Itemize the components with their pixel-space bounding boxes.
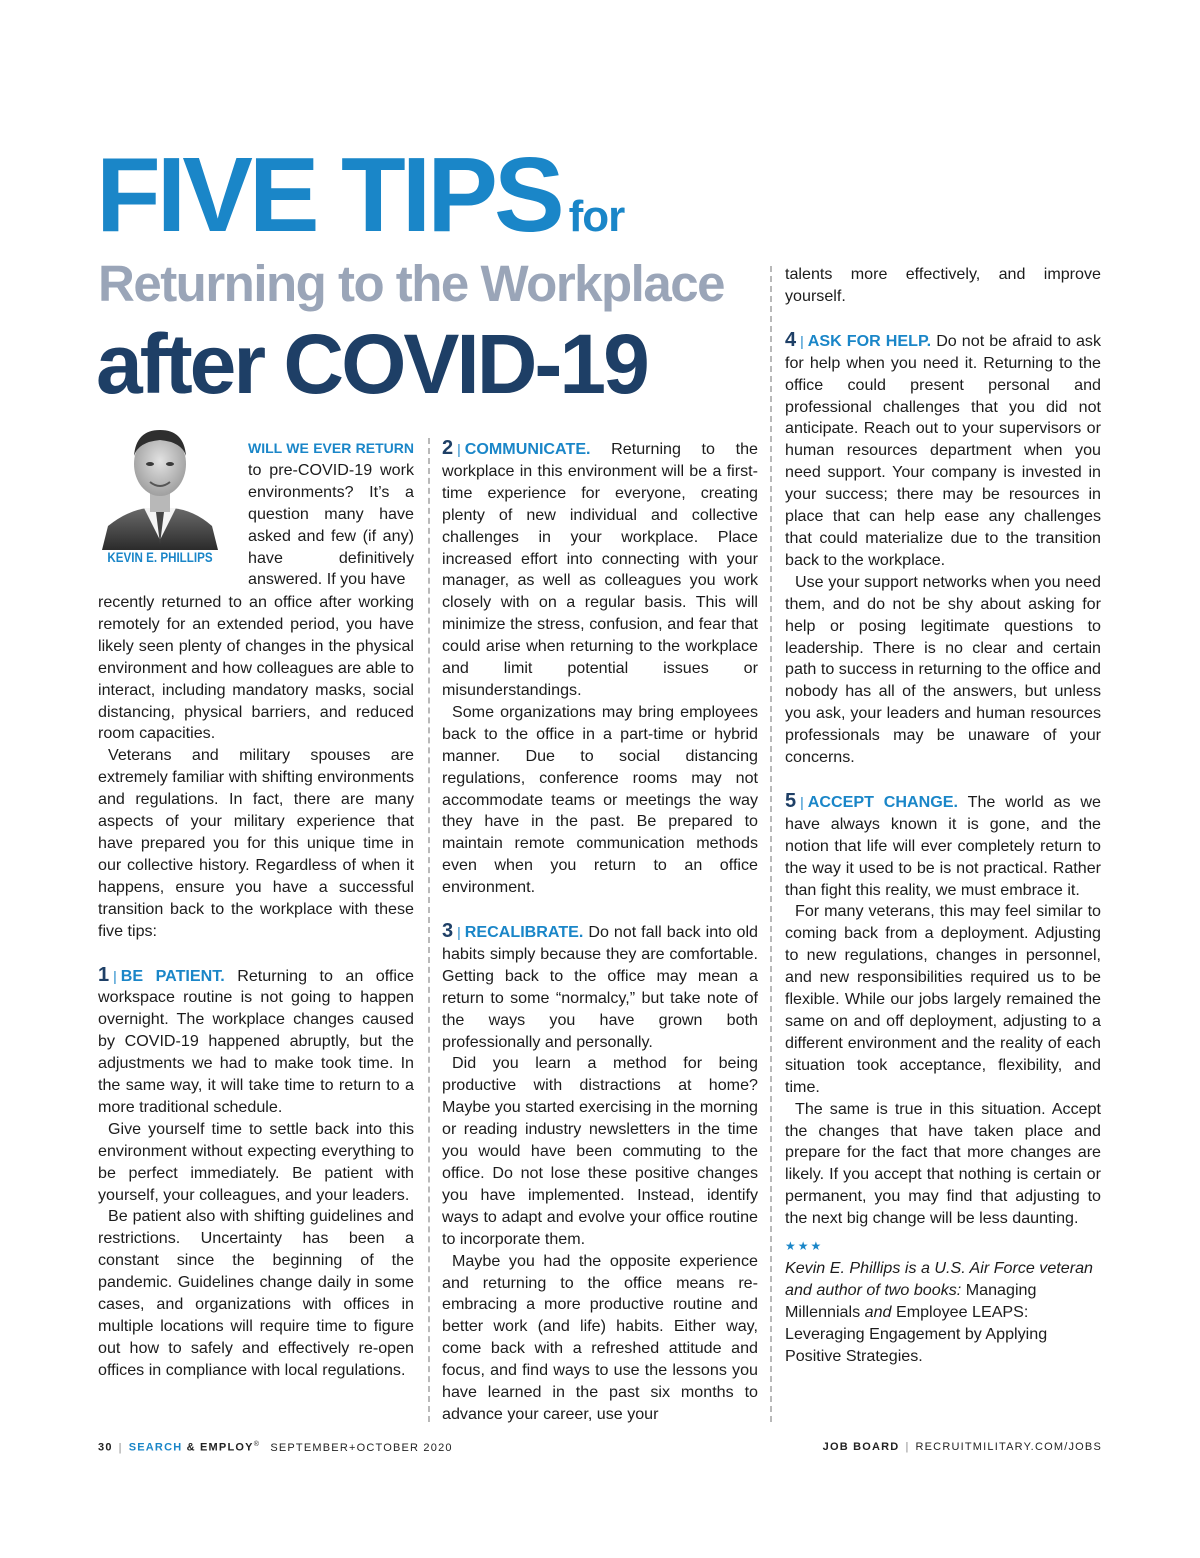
- brand-search: SEARCH: [128, 1441, 183, 1454]
- column-2: [442, 438, 758, 1426]
- tip-2-number: 2: [442, 437, 454, 459]
- tip-2-text-1: Returning to the workplace in this environment will be a first-time experience for everyone, creating plenty of new individual and collective challenges in your workplace. Place increased effort into connecting with your manager, as well as colleagues you work closely with on a regular basis. This will minimize the stress, confusion, and fear that could arise when returning to the workplace and limit potential issues or misunderstandings.: [442, 440, 758, 699]
- intro-lead: WILL WE EVER RETURN: [248, 440, 414, 456]
- tip-3-heading: RECALIBRATE.: [464, 923, 584, 942]
- tip-1-text-1: Returning to an office workspace routine is not going to happen overnight. The workplace changes caused by COVID-19 happened abruptly, but the adjustments we had to make took time. In the same way, it will take time to return to a more traditional schedule.: [98, 966, 414, 1116]
- tip-3-paragraph-3: Maybe you had the opposite experience and returning to the office means re-embracing a more productive routine and better work (and life) habits. Either way, come back with a refreshed attitude and focus, and find ways to use the lessons you have learned in the past six months to advance your career, use your: [442, 1251, 758, 1423]
- tip-4-paragraph-1: [785, 330, 1101, 572]
- footer-right: [823, 1441, 1102, 1453]
- intro-side-text: [248, 438, 414, 591]
- tip-1-paragraph-2: Give yourself time to settle back into this environment without expecting everything to be perfect immediately. Be patient with yourself, your colleagues, and your leaders.: [98, 1119, 414, 1204]
- headline-five-tips: [96, 136, 625, 254]
- intro-side-body: to pre-COVID-19 work environments? It’s a question many have asked and few (if any) have definitively answered. If you have: [248, 460, 414, 589]
- footer-left: [98, 1441, 453, 1454]
- headline-after-covid: after COVID-19: [96, 317, 647, 411]
- tip-5-heading: ACCEPT CHANGE.: [807, 792, 959, 811]
- brand-employ: & EMPLOY: [186, 1441, 254, 1454]
- tip-4-separator: |: [800, 332, 804, 349]
- column-1: [98, 592, 414, 1382]
- tip-5-number: 5: [785, 789, 797, 812]
- column-3: [785, 264, 1101, 1368]
- bio-book-1: Managing Millennials: [785, 1280, 1037, 1321]
- column-divider-left: [428, 438, 430, 1422]
- tip-4-paragraph-2: Use your support networks when you need them, and do not be shy about asking for help or posing legitimate questions to leadership. There is no clear and certain path to success in returning to the office and nobody has all of the answers, but unless you ask, your leaders and human resources professionals may be unaware of your concerns.: [785, 572, 1101, 767]
- section-name: JOB BOARD: [822, 1441, 900, 1453]
- intro-paragraph-2: Veterans and military spouses are extremely familiar with shifting environments and regulations. In fact, there are many aspects of your military experience that have prepared you for this unique time in our collective history. Regardless of when it happens, ensure you have a successful transition back to the workplace with these five tips:: [98, 746, 414, 940]
- bio-and: and: [864, 1302, 892, 1321]
- tip-3-continued: talents more effectively, and improve yourself.: [785, 265, 1101, 305]
- author-photo-caption: KEVIN E. PHILLIPS: [107, 550, 213, 565]
- tip-3-separator: |: [457, 924, 461, 941]
- tip-2-paragraph-2: Some organizations may bring employees back to the office in a part-time or hybrid manner. Due to social distancing regulations, conference rooms may not accommodate teams or meetings the way they have in the past. Be prepared to maintain remote communication methods even when you return to an office environment.: [442, 702, 758, 897]
- headline-big: FIVE TIPS: [96, 136, 561, 254]
- headline-for: for: [568, 192, 625, 241]
- bio-stars: ★★★: [785, 1239, 824, 1254]
- tip-1-paragraph-1: [98, 965, 414, 1119]
- tip-1-separator: |: [113, 967, 117, 984]
- tip-1-number: 1: [98, 963, 110, 986]
- tip-3-number: 3: [442, 920, 454, 943]
- intro-paragraph-1: recently returned to an office after working remotely for an extended period, you have likely seen plenty of changes in the physical environment and how colleagues are able to interact, including mandatory masks, social distancing, physical barriers, and reduced room capacities.: [98, 593, 414, 743]
- tip-5-text-1: The world as we have always known it is gone, and the notion that life will ever completely return to the way it used to be is not practical. Rather than fight this reality, we must embrace it.: [785, 792, 1101, 899]
- tip-4-heading: ASK FOR HELP.: [807, 331, 932, 350]
- tip-3-text-1: Do not fall back into old habits simply because they are comfortable. Getting back to the office may mean a return to some “normalcy,” but take note of the ways you have grown both professionally and personally.: [442, 923, 758, 1051]
- tip-2-paragraph-1: [442, 438, 758, 702]
- author-bio: [785, 1258, 1101, 1368]
- tip-2-separator: |: [457, 441, 461, 457]
- bio-book-2: Employee LEAPS: Leveraging Engagement by Applying Positive Strategies.: [785, 1302, 1048, 1365]
- bio-intro: Kevin E. Phillips is a U.S. Air Force veteran and author of two books:: [785, 1259, 1093, 1299]
- author-portrait-illustration: [98, 418, 222, 550]
- tip-5-separator: |: [800, 793, 804, 810]
- registered-mark: ®: [253, 1441, 261, 1448]
- footer-separator-right: |: [905, 1441, 910, 1453]
- footer-url: RECRUITMILITARY.COM/JOBS: [915, 1441, 1102, 1453]
- tip-4-text-1: Do not be afraid to ask for help when you need it. Returning to the office could present personal and professional challenges that you did not anticipate. Reach out to your supervisors or human resources department when you need support. Your company is invested in your success; there may be resources in place that can help ease any challenges that could materialize due to the transition back to the workplace.: [785, 331, 1101, 569]
- author-photo: [98, 418, 222, 570]
- headline-returning: Returning to the Workplace: [98, 255, 724, 312]
- tip-3-paragraph-2: Did you learn a method for being productive with distractions at home? Maybe you started exercising in the morning or reading industry newsletters in the time you would have been commuting to the office. Do not lose these positive changes you have implemented. Instead, identify ways to adapt and evolve your office routine to incorporate them.: [442, 1054, 758, 1248]
- tip-1-heading: BE PATIENT.: [120, 966, 225, 985]
- tip-3-paragraph-1: [442, 921, 758, 1053]
- tip-5-paragraph-3: The same is true in this situation. Accept the changes that have taken place and prepare for the fact that more changes are likely. If you accept that nothing is certain or permanent, you may find that adjusting to the next big change will be less daunting.: [785, 1099, 1101, 1228]
- tip-2-heading: COMMUNICATE.: [464, 440, 591, 458]
- page-number: 30: [98, 1441, 113, 1454]
- tip-1-paragraph-3: Be patient also with shifting guidelines and restrictions. Uncertainty has been a constant since the beginning of the pandemic. Guidelines change daily in some cases, and organizations with offices in multiple locations will require time to figure out how to safely and effectively re-open offices in compliance with local regulations.: [98, 1207, 414, 1379]
- issue-date: SEPTEMBER+OCTOBER 2020: [270, 1441, 453, 1454]
- column-divider-right: [770, 266, 772, 1422]
- tip-4-number: 4: [785, 328, 797, 351]
- tip-5-paragraph-2: For many veterans, this may feel similar to coming back from a deployment. Adjusting to new regulations, changes in personnel, and new responsibilities required us to be flexible. While our jobs largely remained the same on and off deployment, adjusting to a different environment and the reality of each situation took acceptance, flexibility, and time.: [785, 902, 1101, 1096]
- footer-separator: |: [118, 1441, 123, 1454]
- tip-5-paragraph-1: [785, 791, 1101, 902]
